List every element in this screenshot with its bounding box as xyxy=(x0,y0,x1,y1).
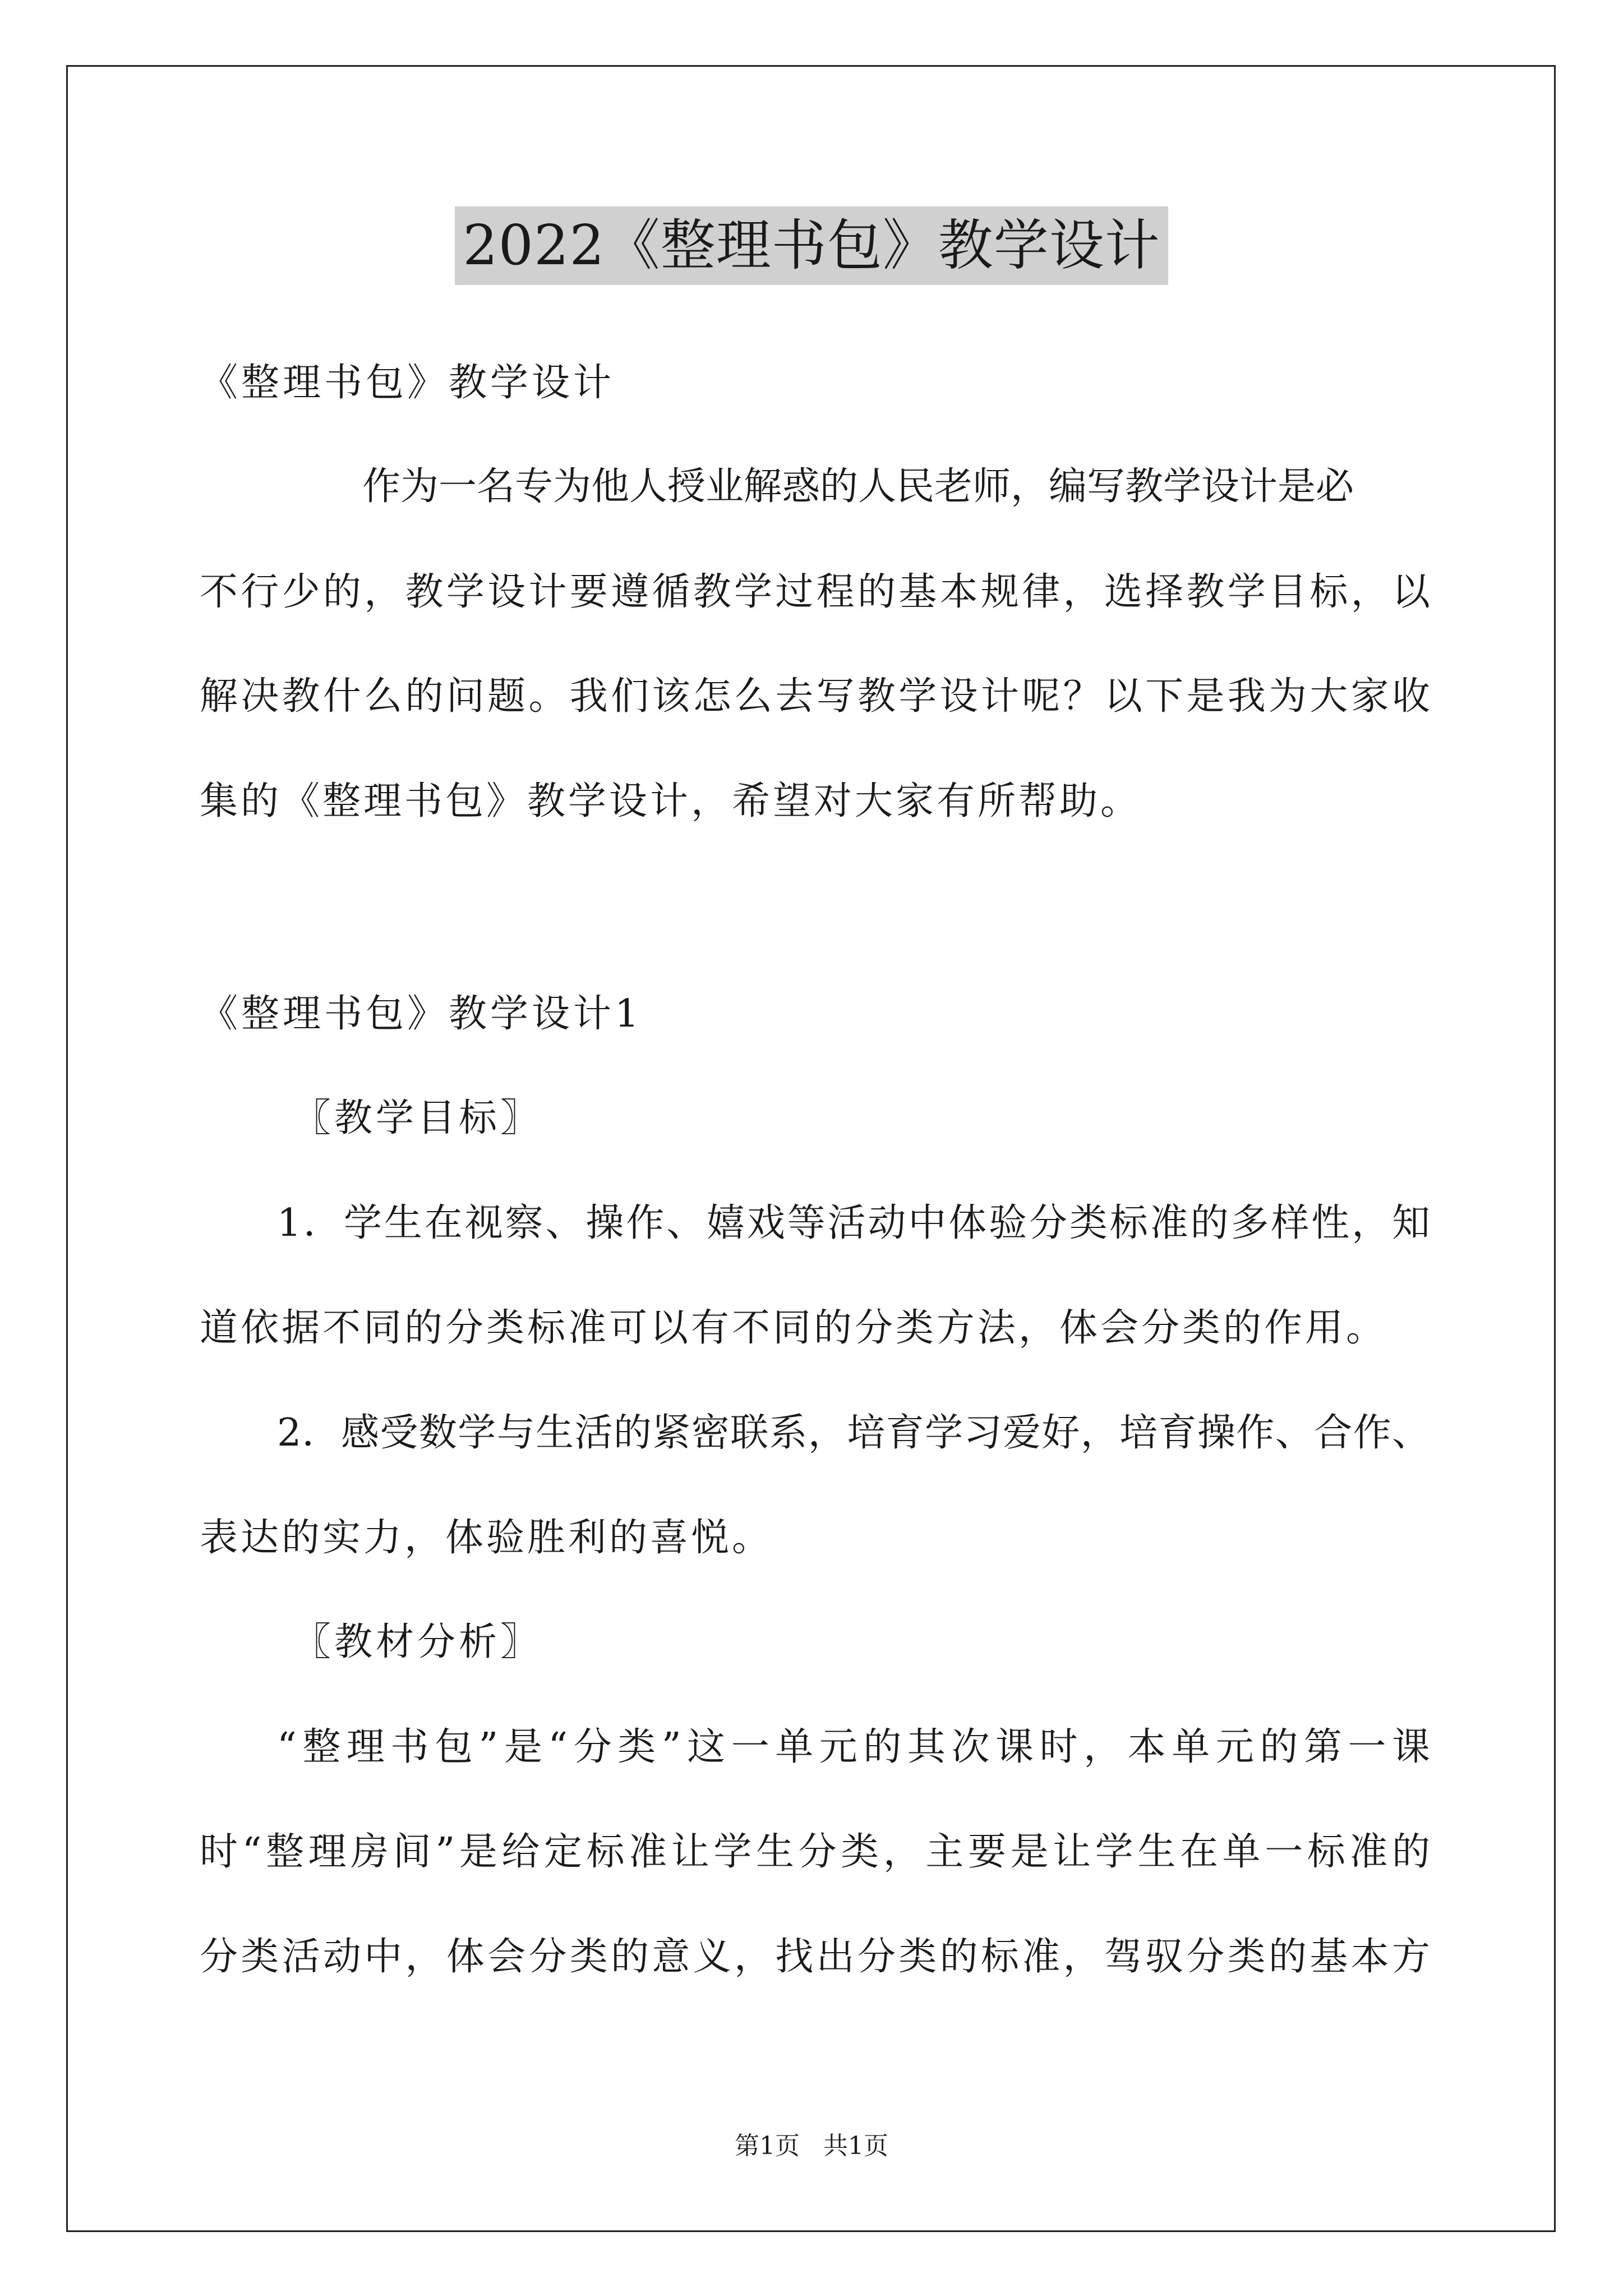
subheading-analysis: 〖教材分析〗 xyxy=(293,1620,542,1664)
goal-2-line-1: 2．感受数学与生活的紧密联系，培育学习爱好，培育操作、合作、 xyxy=(277,1411,1430,1455)
section-heading: 《整理书包》教学设计1 xyxy=(200,992,643,1036)
analysis-line-2: 时“整理房间”是给定标准让学生分类，主要是让学生在单一标准的 xyxy=(200,1830,1430,1874)
goal-2-line-2: 表达的实力，体验胜利的喜悦。 xyxy=(200,1516,773,1560)
analysis-line-1: “整理书包”是“分类”这一单元的其次课时，本单元的第一课 xyxy=(277,1725,1430,1769)
subheading-goals: 〖教学目标〗 xyxy=(293,1096,542,1140)
goal-1-line-2: 道依据不同的分类标准可以有不同的分类方法，体会分类的作用。 xyxy=(200,1306,1387,1350)
document-title: 2022《整理书包》教学设计 xyxy=(0,206,1623,285)
intro-line-1: 作为一名专为他人授业解惑的人民老师，编写教学设计是必 xyxy=(362,464,1354,509)
intro-line-4: 集的《整理书包》教学设计，希望对大家有所帮助。 xyxy=(200,779,1142,823)
intro-line-2: 不行少的，教学设计要遵循教学过程的基本规律，选择教学目标，以 xyxy=(200,570,1430,614)
subtitle-line: 《整理书包》教学设计 xyxy=(200,361,615,405)
goal-1-line-1: 1．学生在视察、操作、嬉戏等活动中体验分类标准的多样性，知 xyxy=(277,1201,1430,1245)
page-footer: 第1页 共1页 xyxy=(735,2132,888,2160)
intro-line-3: 解决教什么的问题。我们该怎么去写教学设计呢？以下是我为大家收 xyxy=(200,674,1430,719)
analysis-line-3: 分类活动中，体会分类的意义，找出分类的标准，驾驭分类的基本方 xyxy=(200,1935,1430,1979)
